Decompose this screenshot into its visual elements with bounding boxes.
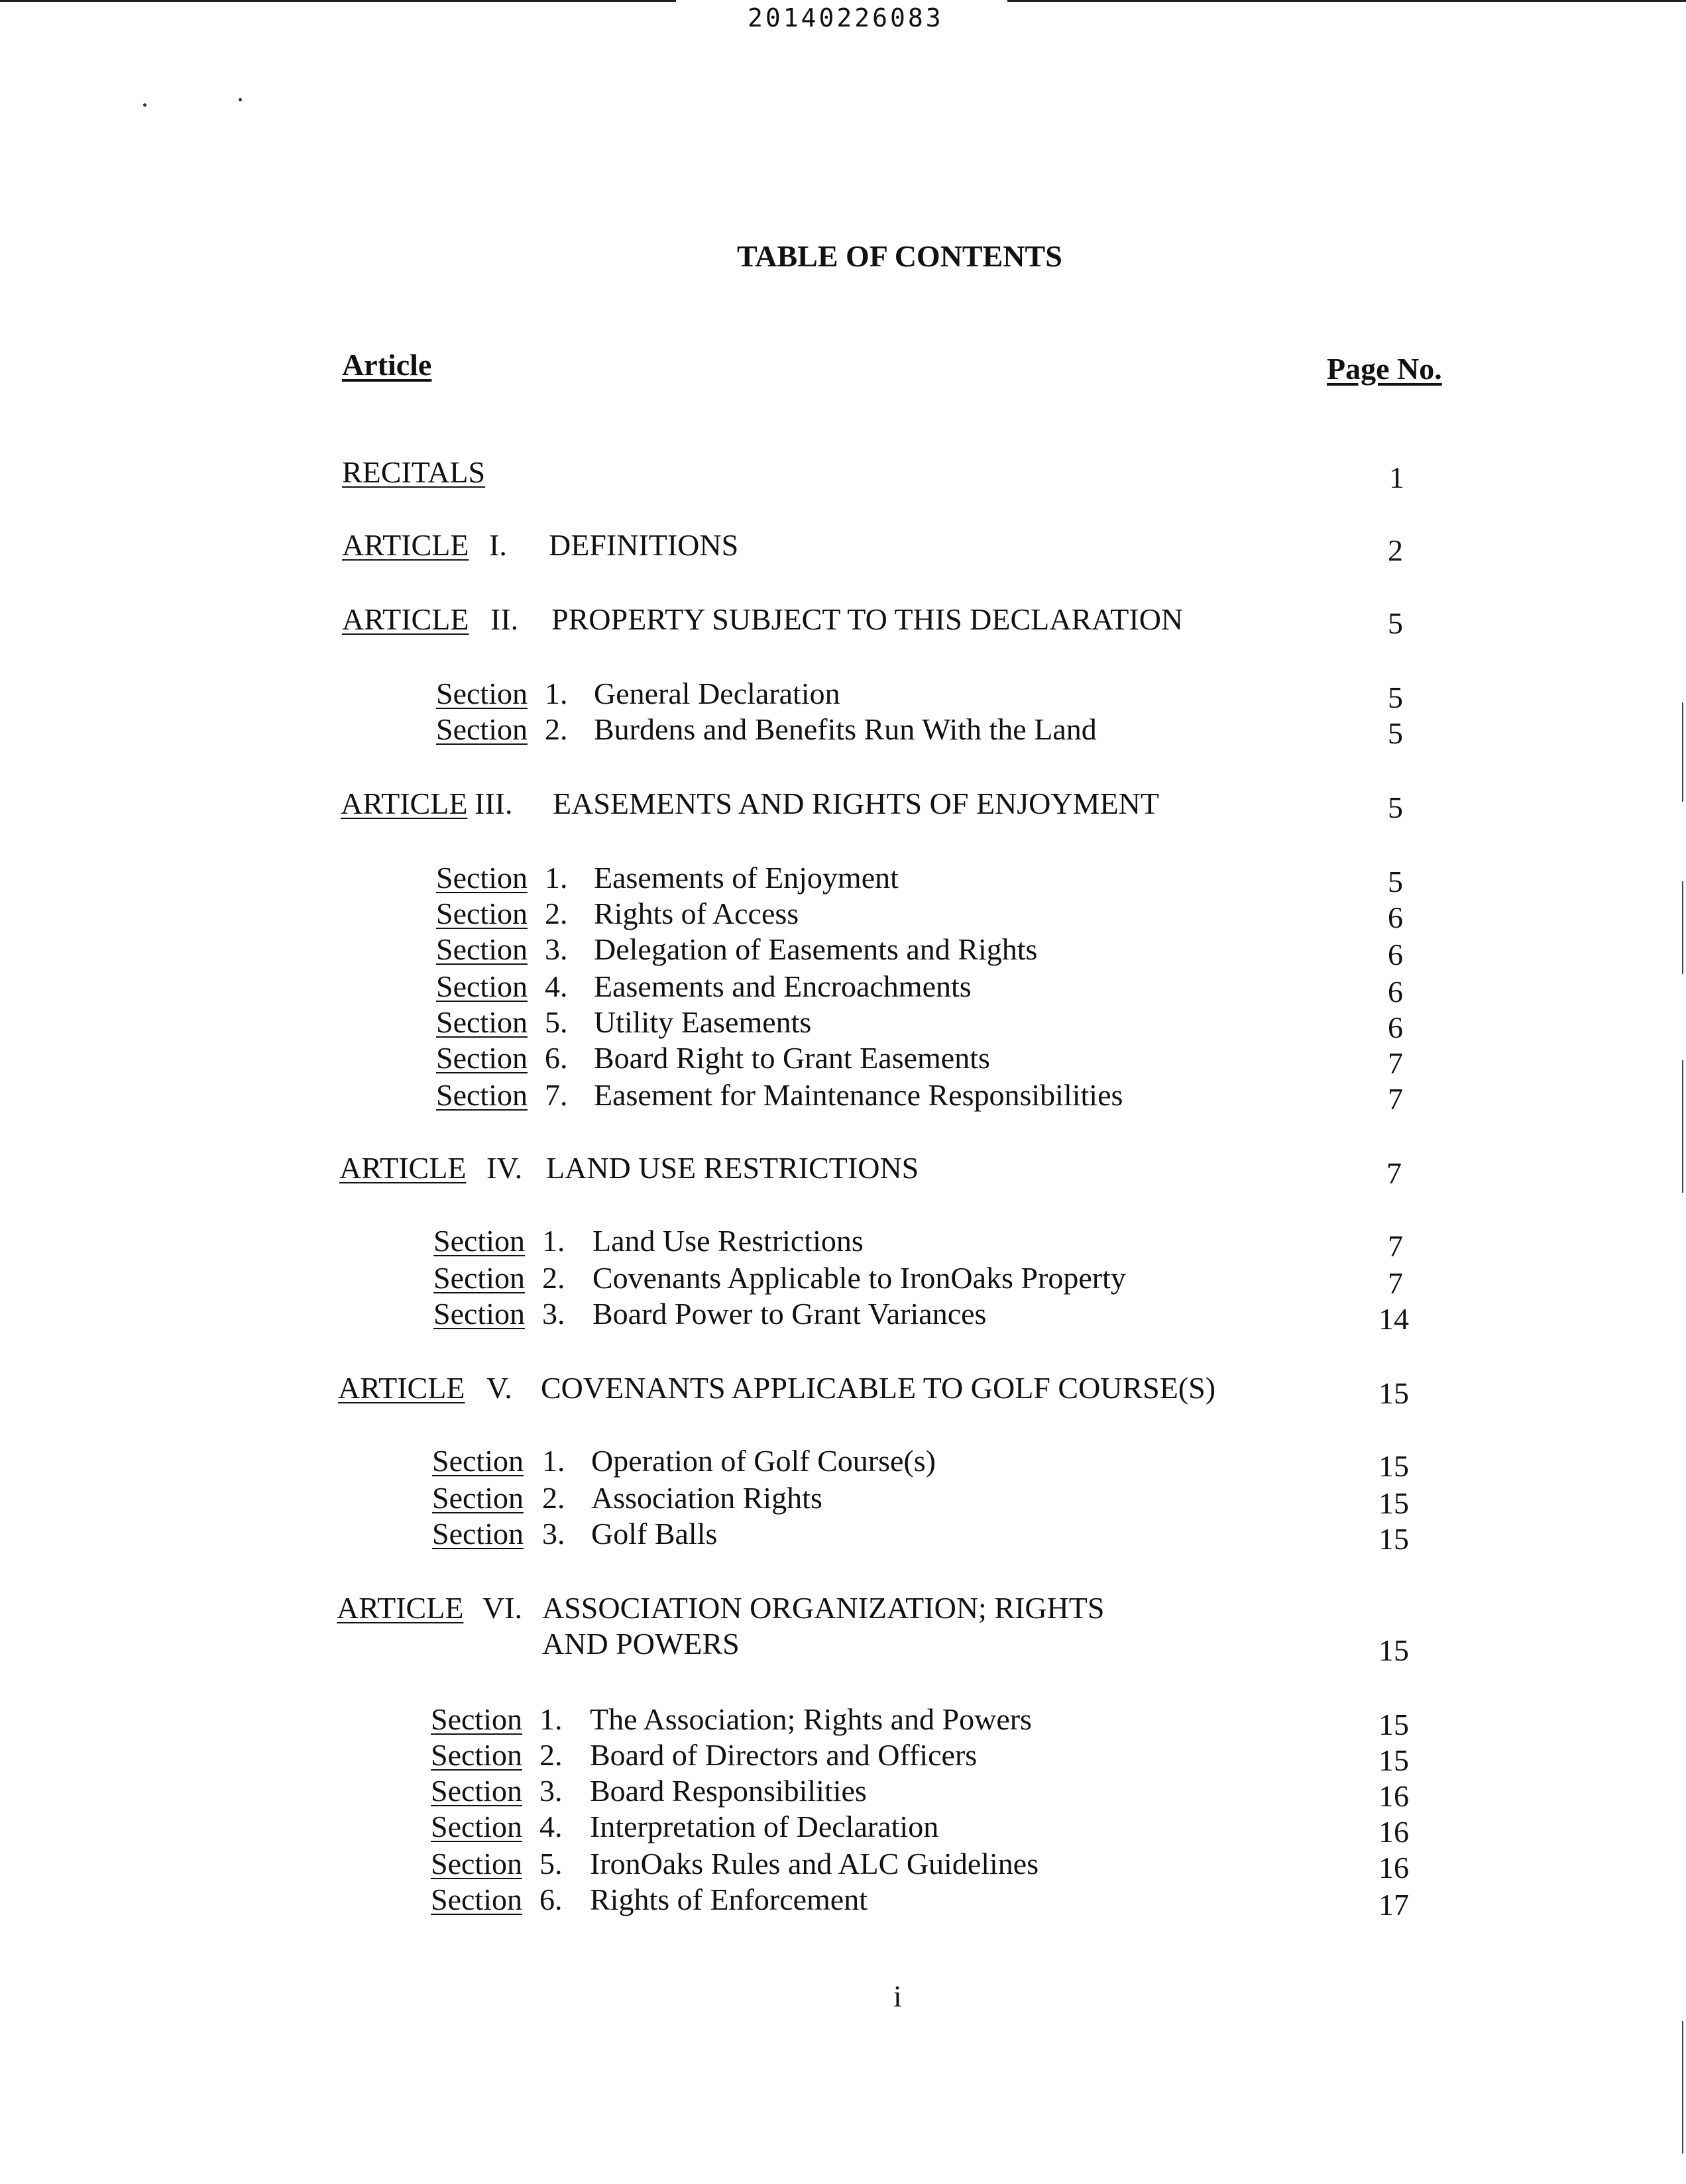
section-number: 2.	[542, 1481, 565, 1515]
article-label: ARTICLE	[341, 787, 468, 820]
page-number: 15	[1378, 1449, 1409, 1483]
section-title: Easements of Enjoyment	[594, 861, 899, 895]
article-number: I.	[489, 528, 507, 562]
section-number: 5.	[545, 1005, 568, 1039]
page-number: 2	[1388, 533, 1403, 567]
article-title: LAND USE RESTRICTIONS	[546, 1151, 919, 1185]
article-title-continued: AND POWERS	[542, 1627, 740, 1661]
page-number: 6	[1388, 938, 1403, 971]
section-label: Section	[432, 1444, 524, 1478]
section-title: Easements and Encroachments	[594, 969, 972, 1003]
scan-speck	[143, 103, 146, 107]
article-number: IV.	[486, 1151, 523, 1185]
page-number: 7	[1388, 1266, 1403, 1300]
section-title: Delegation of Easements and Rights	[594, 932, 1038, 966]
page-number: 15	[1378, 1708, 1409, 1741]
scan-edge-mark	[1682, 2021, 1683, 2154]
article-number: VI.	[482, 1591, 523, 1625]
article-title: ASSOCIATION ORGANIZATION; RIGHTS	[542, 1591, 1105, 1625]
section-number: 4.	[545, 969, 568, 1003]
article-title: DEFINITIONS	[549, 528, 739, 562]
page-number: 7	[1386, 1156, 1402, 1190]
section-title: Rights of Access	[594, 897, 799, 930]
section-title: Board of Directors and Officers	[590, 1738, 978, 1772]
section-number: 6.	[539, 1883, 563, 1916]
page-number: 15	[1378, 1486, 1409, 1520]
article-number: V.	[486, 1371, 512, 1405]
section-label: Section	[431, 1738, 522, 1772]
section-label: Section	[431, 1810, 522, 1843]
page-number: 14	[1378, 1302, 1409, 1336]
section-label: Section	[431, 1883, 522, 1916]
section-label: Section	[431, 1702, 522, 1736]
section-label: Section	[431, 1774, 522, 1808]
section-label: Section	[433, 1297, 525, 1331]
section-title: Land Use Restrictions	[592, 1224, 864, 1258]
section-label: Section	[431, 1847, 522, 1881]
section-title: The Association; Rights and Powers	[590, 1702, 1032, 1736]
section-number: 3.	[545, 932, 568, 966]
article-label: ARTICLE	[342, 528, 469, 562]
section-title: Utility Easements	[594, 1005, 812, 1039]
section-title: Burdens and Benefits Run With the Land	[594, 712, 1097, 746]
page-number: 6	[1388, 1010, 1403, 1044]
page-number: 5	[1388, 865, 1403, 899]
page-number: 15	[1378, 1743, 1409, 1777]
scan-edge-mark	[1682, 1060, 1683, 1193]
section-label: Section	[436, 677, 528, 710]
column-heading-page-no: Page No.	[1327, 352, 1442, 386]
section-number: 7.	[545, 1078, 568, 1112]
document-number: 20140226083	[748, 3, 944, 32]
page-number: 16	[1378, 1815, 1409, 1849]
page-number: 7	[1388, 1046, 1403, 1080]
section-number: 2.	[545, 897, 568, 930]
page-number: 5	[1388, 791, 1403, 824]
section-title: General Declaration	[594, 677, 840, 710]
section-label: Section	[436, 1078, 528, 1112]
article-title: COVENANTS APPLICABLE TO GOLF COURSE(S)	[541, 1371, 1216, 1405]
section-title: Golf Balls	[591, 1517, 718, 1551]
page-number: 7	[1388, 1082, 1403, 1116]
section-title: Board Responsibilities	[590, 1774, 867, 1808]
page-title: TABLE OF CONTENTS	[737, 239, 1062, 273]
section-number: 1.	[545, 861, 568, 895]
page-number: 16	[1378, 1779, 1409, 1813]
section-number: 6.	[545, 1041, 568, 1075]
section-number: 3.	[539, 1774, 563, 1808]
page-number: 5	[1388, 716, 1403, 750]
section-label: Section	[436, 712, 528, 746]
page-number: 7	[1388, 1229, 1403, 1263]
section-label: Section	[432, 1481, 524, 1515]
section-number: 2.	[545, 712, 568, 746]
section-title: Covenants Applicable to IronOaks Property	[592, 1261, 1126, 1295]
top-rule-left	[0, 0, 676, 2]
scan-speck	[239, 98, 242, 101]
section-title: Interpretation of Declaration	[590, 1810, 939, 1843]
section-title: Rights of Enforcement	[590, 1883, 868, 1916]
section-label: Section	[436, 1005, 528, 1039]
top-rule-right	[1007, 0, 1686, 2]
recitals-label: RECITALS	[342, 455, 486, 489]
article-label: ARTICLE	[342, 602, 469, 636]
section-label: Section	[433, 1224, 525, 1258]
section-label: Section	[436, 932, 528, 966]
section-label: Section	[436, 861, 528, 895]
section-title: Easement for Maintenance Responsibilities	[594, 1078, 1123, 1112]
section-label: Section	[436, 969, 528, 1003]
article-number: III.	[475, 787, 513, 820]
page-number: 6	[1388, 975, 1403, 1009]
page-number: 15	[1378, 1522, 1409, 1556]
article-label: ARTICLE	[339, 1151, 467, 1185]
section-number: 3.	[542, 1517, 565, 1551]
section-title: Association Rights	[591, 1481, 822, 1515]
page-number: 15	[1378, 1376, 1409, 1410]
section-number: 2.	[539, 1738, 563, 1772]
section-number: 4.	[539, 1810, 563, 1843]
section-number: 1.	[545, 677, 568, 710]
section-label: Section	[432, 1517, 524, 1551]
page-number: 16	[1378, 1851, 1409, 1884]
section-title: Operation of Golf Course(s)	[591, 1444, 936, 1478]
scan-edge-mark	[1682, 881, 1683, 974]
section-label: Section	[433, 1261, 525, 1295]
section-label: Section	[436, 897, 528, 930]
section-title: Board Power to Grant Variances	[592, 1297, 987, 1331]
section-label: Section	[436, 1041, 528, 1075]
section-number: 2.	[542, 1261, 565, 1295]
column-heading-article: Article	[342, 348, 432, 382]
footer-page-number: i	[893, 1979, 902, 2013]
section-number: 1.	[542, 1444, 565, 1478]
page-number: 6	[1388, 901, 1403, 934]
section-title: IronOaks Rules and ALC Guidelines	[590, 1847, 1039, 1881]
page-number: 1	[1389, 461, 1404, 494]
article-title: PROPERTY SUBJECT TO THIS DECLARATION	[551, 602, 1184, 636]
section-number: 3.	[542, 1297, 565, 1331]
article-label: ARTICLE	[338, 1371, 465, 1405]
section-number: 1.	[539, 1702, 563, 1736]
section-number: 5.	[539, 1847, 563, 1881]
scan-edge-mark	[1682, 702, 1683, 802]
section-number: 1.	[542, 1224, 565, 1258]
page-number: 17	[1378, 1888, 1409, 1922]
article-number: II.	[490, 602, 519, 636]
article-title: EASEMENTS AND RIGHTS OF ENJOYMENT	[553, 787, 1159, 820]
page-number: 5	[1388, 681, 1403, 714]
section-title: Board Right to Grant Easements	[594, 1041, 990, 1075]
page-number: 5	[1388, 606, 1403, 640]
page-number: 15	[1378, 1633, 1409, 1667]
article-label: ARTICLE	[337, 1591, 464, 1625]
